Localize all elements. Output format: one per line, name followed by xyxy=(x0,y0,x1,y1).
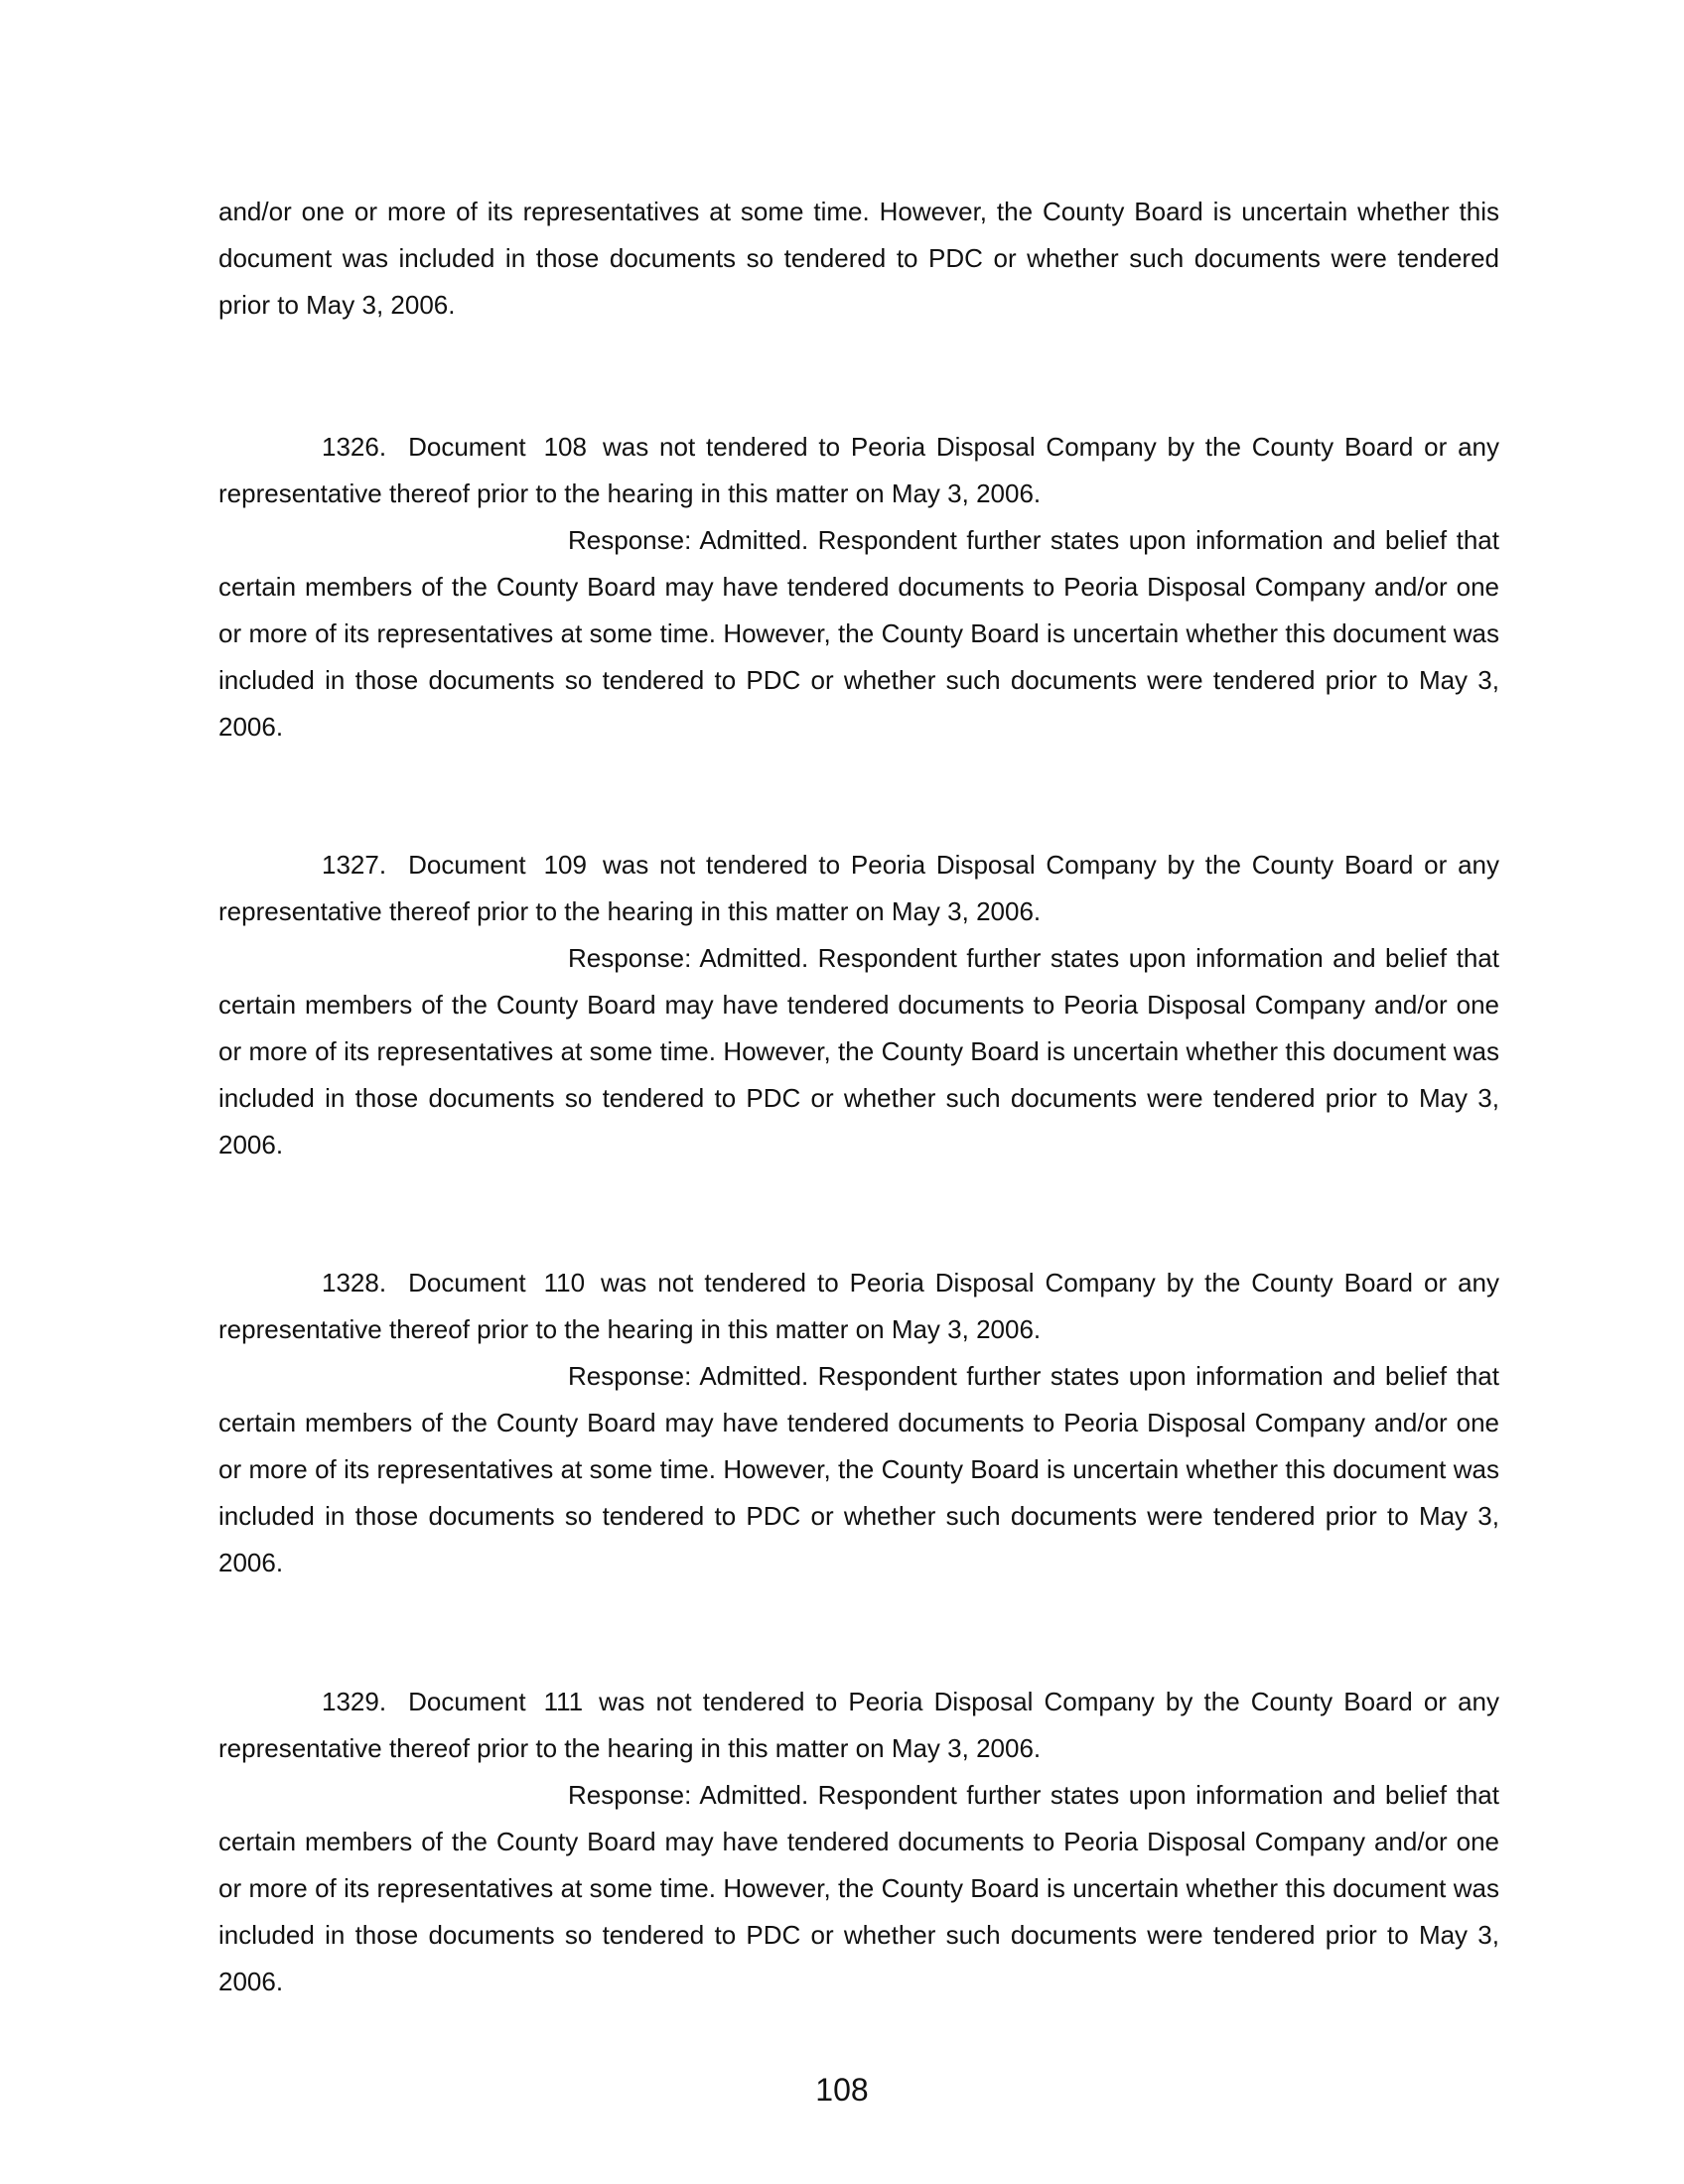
paragraph-1327 xyxy=(218,842,1499,1168)
statement-text: was not tendered to Peoria Disposal Company by the County Board or any representative thereof prior to the hearing in this matter on May 3, 2006. xyxy=(218,1687,1499,1763)
response-text: Admitted. Respondent further states upon information and belief that certain members of the County Board may have tendered documents to Peoria Disposal Company and/or one or more of its representatives at some time. However, the County Board is uncertain whether this document was included in those documents so tendered to PDC or whether such documents were tendered prior to May 3, 2006. xyxy=(218,525,1499,742)
paragraph-1328 xyxy=(218,1260,1499,1586)
response-label: Response: xyxy=(568,525,692,555)
document-number: 108 xyxy=(543,432,587,462)
paragraph-response xyxy=(218,935,1499,1168)
paragraph-statement xyxy=(218,1679,1499,1772)
paragraph-statement xyxy=(218,1260,1499,1353)
paragraph-statement xyxy=(218,424,1499,517)
statement-text: was not tendered to Peoria Disposal Company by the County Board or any representative thereof prior to the hearing in this matter on May 3, 2006. xyxy=(218,432,1499,508)
paragraph-number: 1328. xyxy=(322,1268,387,1297)
response-label: Response: xyxy=(568,1361,692,1391)
response-text: Admitted. Respondent further states upon information and belief that certain members of the County Board may have tendered documents to Peoria Disposal Company and/or one or more of its representatives at some time. However, the County Board is uncertain whether this document was included in those documents so tendered to PDC or whether such documents were tendered prior to May 3, 2006. xyxy=(218,1780,1499,1996)
response-text: Admitted. Respondent further states upon information and belief that certain members of the County Board may have tendered documents to Peoria Disposal Company and/or one or more of its representatives at some time. However, the County Board is uncertain whether this document was included in those documents so tendered to PDC or whether such documents were tendered prior to May 3, 2006. xyxy=(218,1361,1499,1577)
document-number: 111 xyxy=(543,1687,584,1716)
document-number: 110 xyxy=(543,1268,586,1297)
document-label: Document xyxy=(408,1268,526,1297)
document-label: Document xyxy=(408,432,526,462)
paragraph-1329 xyxy=(218,1679,1499,2005)
paragraph-response xyxy=(218,517,1499,751)
document-label: Document xyxy=(408,1687,526,1716)
statement-text: was not tendered to Peoria Disposal Company by the County Board or any representative thereof prior to the hearing in this matter on May 3, 2006. xyxy=(218,1268,1499,1344)
intro-continuation xyxy=(218,189,1499,329)
document-label: Document xyxy=(408,850,526,880)
document-number: 109 xyxy=(543,850,587,880)
paragraph-response xyxy=(218,1772,1499,2005)
paragraph-statement xyxy=(218,842,1499,935)
statement-text: was not tendered to Peoria Disposal Company by the County Board or any representative thereof prior to the hearing in this matter on May 3, 2006. xyxy=(218,850,1499,926)
response-label: Response: xyxy=(568,1780,692,1810)
paragraph-number: 1327. xyxy=(322,850,387,880)
paragraph-response xyxy=(218,1353,1499,1586)
paragraph-number: 1329. xyxy=(322,1687,387,1716)
page-number: 108 xyxy=(815,2072,869,2108)
paragraph-1326 xyxy=(218,424,1499,751)
paragraph-number: 1326. xyxy=(322,432,387,462)
response-label: Response: xyxy=(568,943,692,973)
intro-text: and/or one or more of its representatives at some time. However, the County Board is uncertain whether this document was included in those documents so tendered to PDC or whether such documents were tendered prior to May 3, 2006. xyxy=(218,197,1499,320)
response-text: Admitted. Respondent further states upon information and belief that certain members of the County Board may have tendered documents to Peoria Disposal Company and/or one or more of its representatives at some time. However, the County Board is uncertain whether this document was included in those documents so tendered to PDC or whether such documents were tendered prior to May 3, 2006. xyxy=(218,943,1499,1160)
